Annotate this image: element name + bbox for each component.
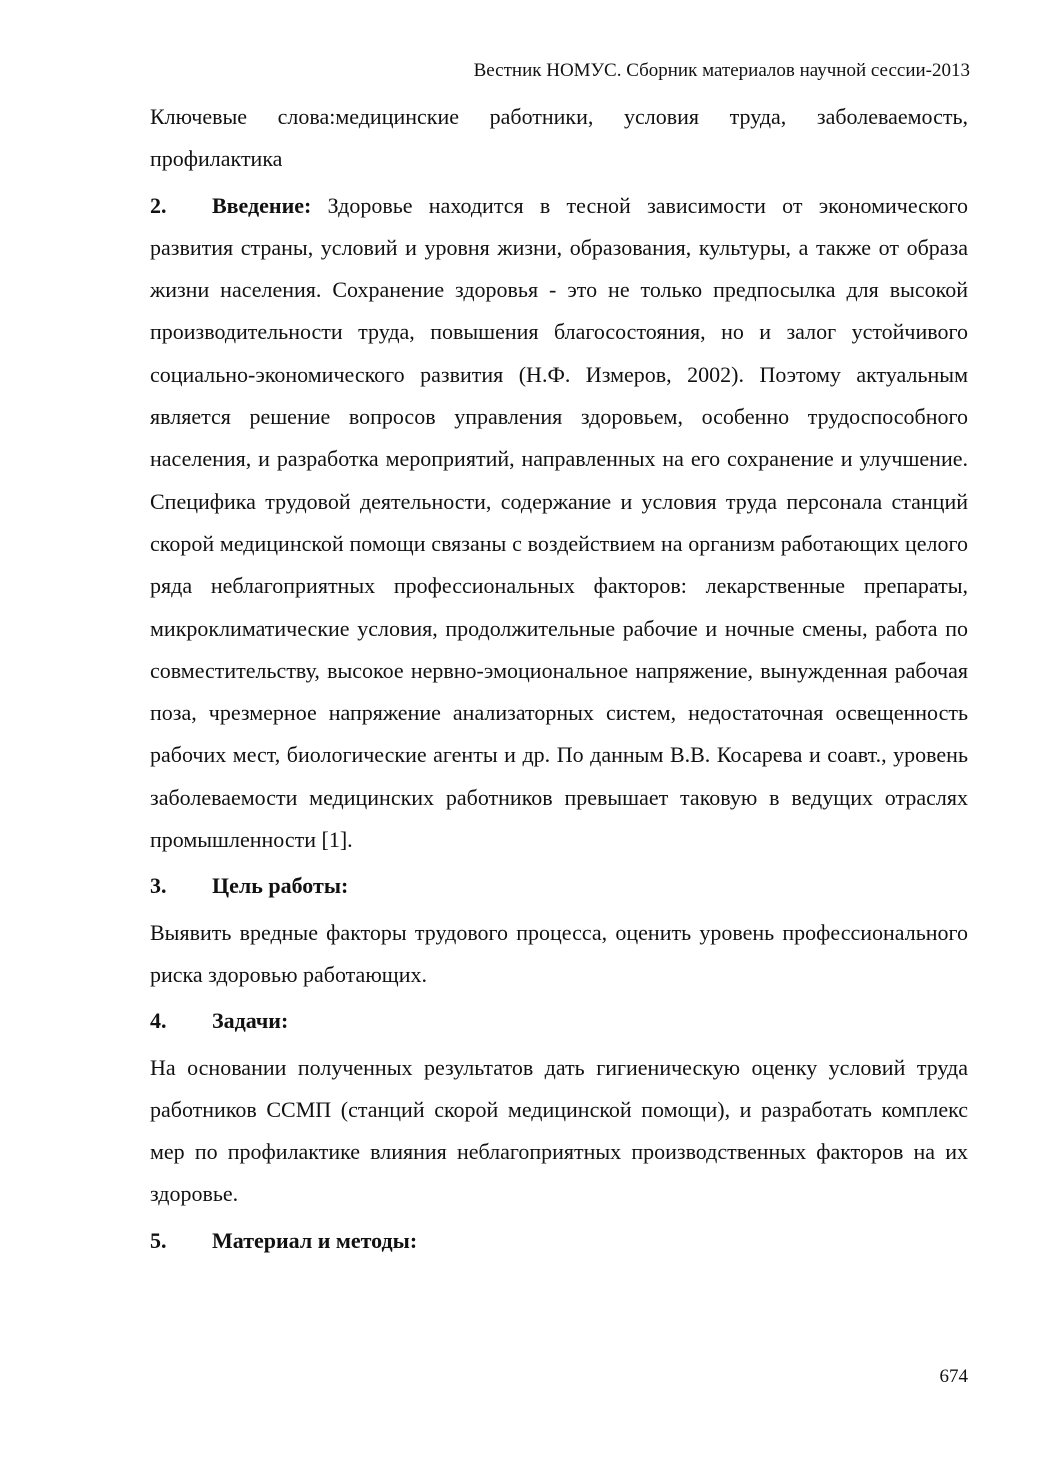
section-2-text: Здоровье находится в тесной зависимости от экономического развития страны, условий и уровня жизни, образования, культуры, а также от образа жизни населения. Сохранение здоровья - это не только предпосылка для высокой производительности труда, повышения благосостояния, но и залог устойчивого социально-экономического развития (Н.Ф. Измеров, 2002). Поэтому актуальным является решение вопросов управления здоровьем, особенно трудоспособного населения, и разработка мероприятий, направленных на его сохранение и улучшение. Специфика трудовой деятельности, содержание и условия труда персонала станций скорой медицинской помощи связаны с воздействием на организм работающих целого ряда неблагоприятных профессиональных факторов: лекарственные препараты, микроклиматические условия, продолжительные рабочие и ночные смены, работа по совместительству, высокое нервно-эмоциональное напряжение, вынужденная рабочая поза, чрезмерное напряжение анализаторных систем, недостаточная освещенность рабочих мест, биологические агенты и др. По данным В.В. Косарева и соавт., уровень заболеваемости медицинских работников превышает таковую в ведущих отраслях промышленности [1]. bbox=[150, 192, 968, 853]
section-3-number: 3. bbox=[150, 873, 167, 899]
section-4-heading-row bbox=[150, 1000, 968, 1042]
section-4-text: На основании полученных результатов дать гигиеническую оценку условий труда работников ССМП (станций скорой медицинской помощи), и разработать комплекс мер по профилактике влияния неблагоприятных производственных факторов на их здоровье. bbox=[150, 1054, 968, 1207]
section-3-heading-row bbox=[150, 865, 968, 907]
section-5-number: 5. bbox=[150, 1227, 167, 1253]
section-5-heading-row bbox=[150, 1220, 968, 1262]
section-4-number: 4. bbox=[150, 1008, 167, 1034]
introduction-paragraph bbox=[150, 185, 968, 862]
article-body bbox=[150, 96, 968, 1266]
section-4-heading: Задачи: bbox=[212, 1008, 289, 1034]
section-2-heading: Введение: bbox=[212, 192, 312, 218]
keywords-paragraph: Ключевые слова:медицинские работники, условия труда, заболеваемость, профилактика bbox=[150, 104, 968, 172]
section-2-number: 2. bbox=[150, 192, 167, 218]
section-3-text: Выявить вредные факторы трудового процесса, оценить уровень профессионального риска здоровью работающих. bbox=[150, 919, 968, 987]
running-header: Вестник НОМУС. Сборник материалов научной сессии-2013 bbox=[473, 60, 970, 81]
page-number: 674 bbox=[939, 1366, 968, 1387]
section-5-heading: Материал и методы: bbox=[212, 1227, 418, 1253]
section-3-heading: Цель работы: bbox=[212, 873, 349, 899]
